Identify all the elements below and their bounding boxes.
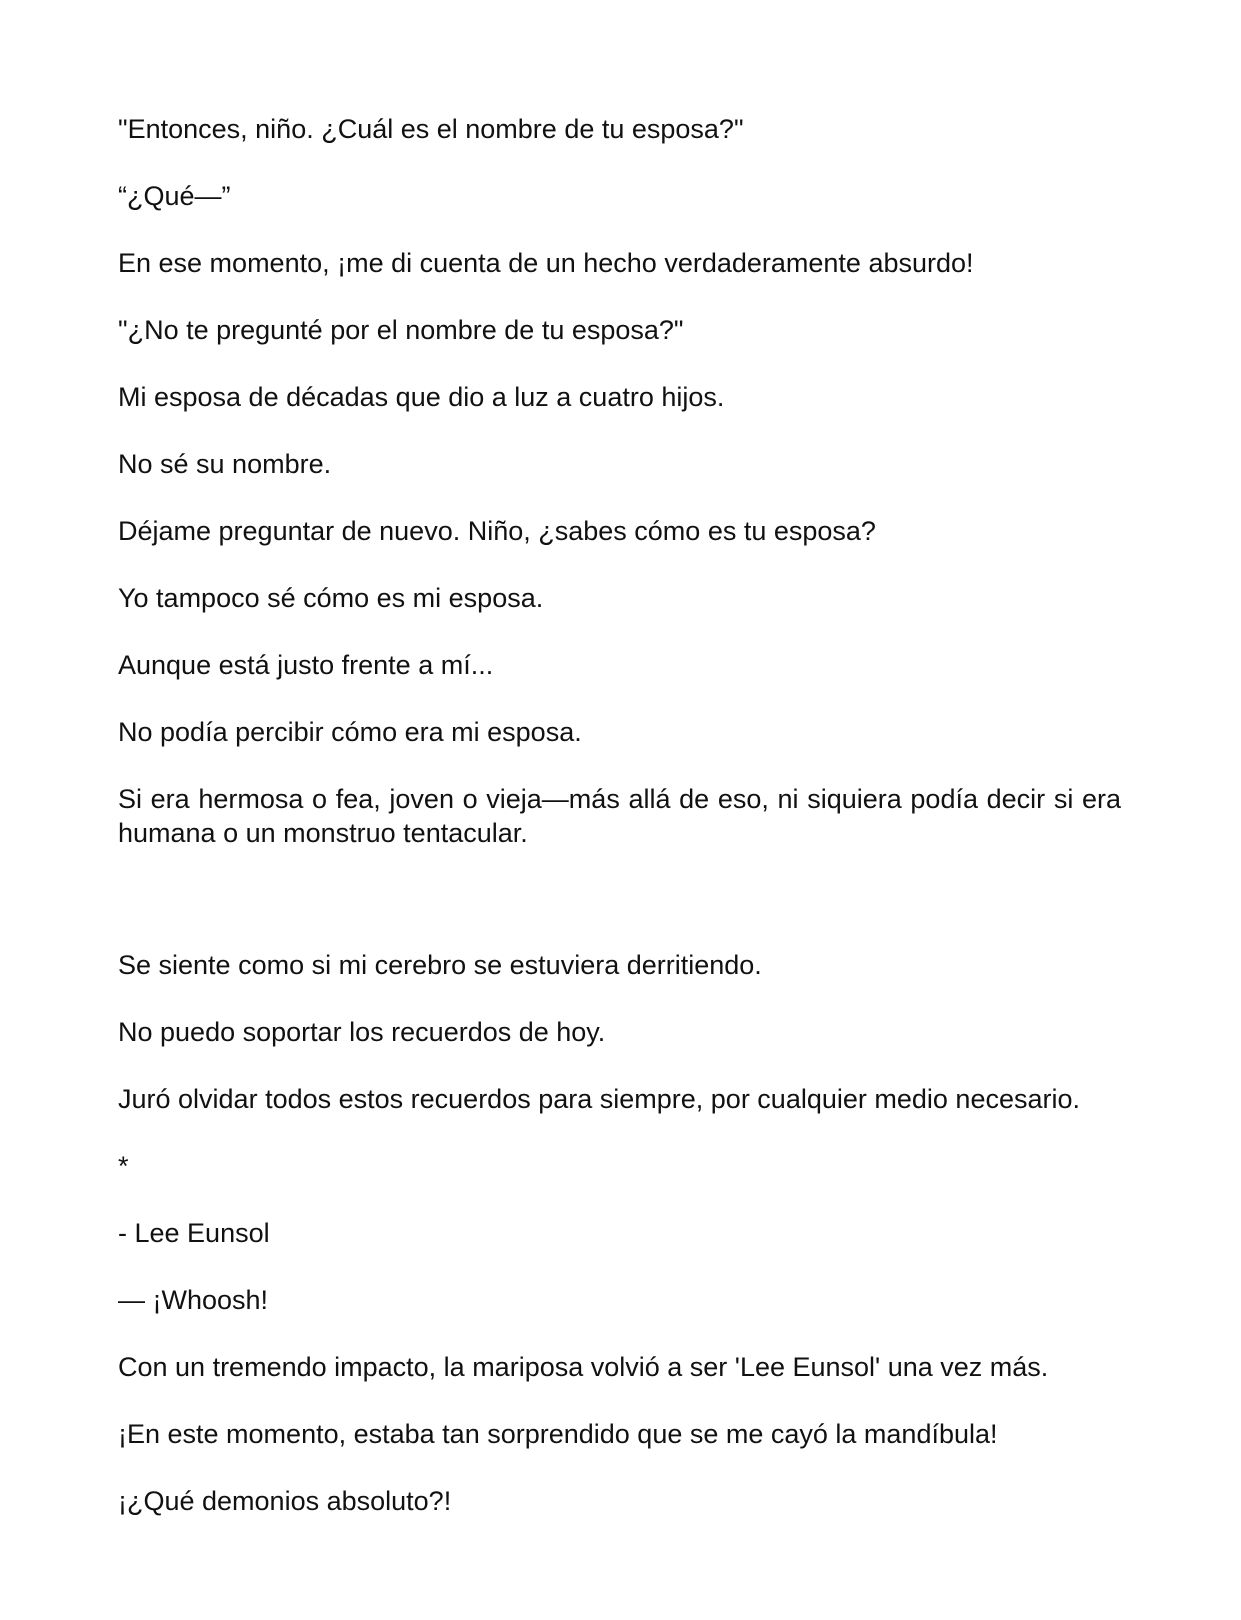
paragraph: Si era hermosa o fea, joven o vieja—más allá de eso, ni siquiera podía decir si era humana o un monstruo tentacular. bbox=[118, 784, 1121, 848]
paragraph: ¡En este momento, estaba tan sorprendido que se me cayó la mandíbula! bbox=[118, 1419, 998, 1449]
paragraph: Aunque está justo frente a mí... bbox=[118, 650, 494, 680]
paragraph: — ¡Whoosh! bbox=[118, 1285, 269, 1315]
paragraph: No podía percibir cómo era mi esposa. bbox=[118, 717, 582, 747]
paragraph: Mi esposa de décadas que dio a luz a cuatro hijos. bbox=[118, 382, 725, 412]
paragraph: Se siente como si mi cerebro se estuviera derritiendo. bbox=[118, 950, 762, 980]
paragraph: "Entonces, niño. ¿Cuál es el nombre de tu esposa?" bbox=[118, 114, 744, 144]
paragraph: Déjame preguntar de nuevo. Niño, ¿sabes cómo es tu esposa? bbox=[118, 516, 876, 546]
paragraph: Con un tremendo impacto, la mariposa volvió a ser 'Lee Eunsol' una vez más. bbox=[118, 1352, 1049, 1382]
paragraph: - Lee Eunsol bbox=[118, 1218, 270, 1248]
paragraph: No puedo soportar los recuerdos de hoy. bbox=[118, 1017, 606, 1047]
paragraph: En ese momento, ¡me di cuenta de un hecho verdaderamente absurdo! bbox=[118, 248, 974, 278]
scene-break: * bbox=[118, 1151, 129, 1181]
paragraph: Yo tampoco sé cómo es mi esposa. bbox=[118, 583, 544, 613]
paragraph: "¿No te pregunté por el nombre de tu esposa?" bbox=[118, 315, 684, 345]
paragraph: “¿Qué—” bbox=[118, 181, 231, 211]
document-body bbox=[118, 112, 1121, 1551]
paragraph: No sé su nombre. bbox=[118, 449, 332, 479]
paragraph: ¡¿Qué demonios absoluto?! bbox=[118, 1486, 452, 1516]
paragraph: Juró olvidar todos estos recuerdos para siempre, por cualquier medio necesario. bbox=[118, 1084, 1080, 1114]
